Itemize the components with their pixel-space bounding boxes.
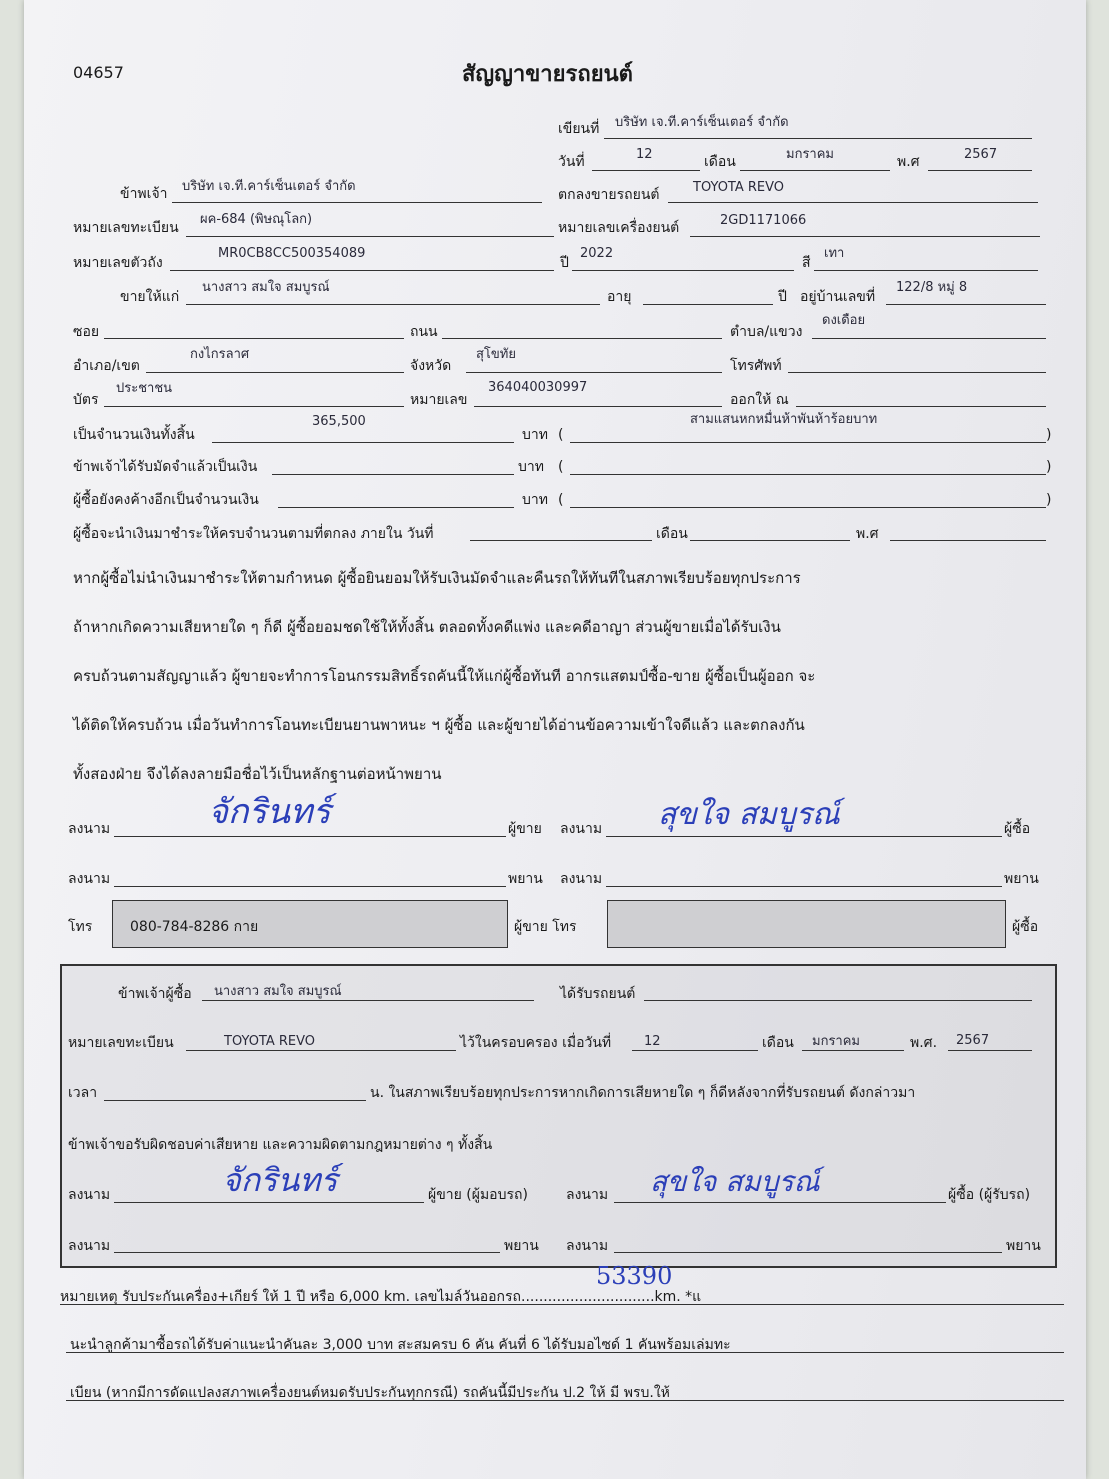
- due-year-label: พ.ศ: [856, 526, 879, 542]
- sign-label-witness-1: ลงนาม: [68, 871, 111, 887]
- phone-label: โทร: [68, 919, 93, 935]
- terms-line-4: ได้ติดให้ครบถ้วน เมื่อวันทำการโอนทะเบียนยานพาหนะ ฯ ผู้ซื้อ และผู้ขายได้อ่านข้อความเข้าใจดีแล้ว และตกลงกัน: [73, 716, 805, 734]
- sign-label-seller: ลงนาม: [68, 821, 111, 837]
- notes-line-1: หมายเหตุ รับประกันเครื่อง+เกียร์ ให้ 1 ปี หรือ 6,000 km. เลขไมล์วันออกรถ..............................km. *แ: [60, 1289, 702, 1305]
- total-words-value: สามแสนหกหมื่นห้าพันห้าร้อยบาท: [690, 412, 878, 427]
- written-at-label: เขียนที่: [558, 121, 600, 137]
- vehicle-receipt-box: [60, 964, 1057, 1268]
- total-line: [212, 442, 514, 443]
- model-value: TOYOTA REVO: [693, 180, 785, 195]
- engine-value: 2GD1171066: [720, 213, 807, 228]
- day-value: 12: [636, 147, 653, 162]
- age-line: [643, 304, 773, 305]
- seller-deliver-label: ผู้ขาย (ผู้มอบรถ): [428, 1187, 528, 1203]
- province-value: สุโขทัย: [476, 347, 516, 362]
- vehicle-year-line: [572, 270, 794, 271]
- vehicle-year-value: 2022: [580, 246, 614, 261]
- buyer-name-line: [186, 304, 600, 305]
- month-label: เดือน: [704, 154, 736, 170]
- district-label: อำเภอ/เขต: [73, 358, 140, 374]
- remain-line: [278, 507, 514, 508]
- chassis-label: หมายเลขตัวถัง: [73, 255, 163, 271]
- receipt-sign-label-witness-1: ลงนาม: [68, 1238, 111, 1254]
- buyer-receive-label: ผู้ซื้อ (ผู้รับรถ): [948, 1187, 1031, 1203]
- buyer-phone-role-label: ผู้ซื้อ: [1012, 919, 1039, 935]
- receipt-month-value: มกราคม: [812, 1034, 860, 1049]
- total-baht-label: บาท: [522, 427, 548, 443]
- due-month-line: [690, 540, 850, 541]
- buyer-role-label: ผู้ซื้อ: [1004, 821, 1031, 837]
- day-line: [592, 170, 700, 171]
- terms-line-2: ถ้าหากเกิดความเสียหายใด ๆ ก็ดี ผู้ซื้อยอมชดใช้ให้ทั้งสิ้น ตลอดทั้งคดีแพ่ง และคดีอาญา ส่วนผู้ขายเมื่อได้รับเงิน: [73, 618, 781, 636]
- house-value: 122/8 หมู่ 8: [896, 280, 968, 295]
- phone-label: โทรศัพท์: [730, 358, 782, 374]
- road-line: [442, 338, 722, 339]
- receipt-witness-1-line: [114, 1252, 500, 1253]
- district-line: [146, 372, 404, 373]
- sold-to-label: ขายให้แก่: [120, 289, 180, 305]
- receipt-month-line: [802, 1050, 904, 1051]
- sign-label-witness-2: ลงนาม: [560, 871, 603, 887]
- card-number-label: หมายเลข: [410, 392, 468, 408]
- receipt-buyer-signature: สุขใจ สมบูรณ์: [650, 1165, 820, 1198]
- engine-label: หมายเลขเครื่องยนต์: [558, 220, 680, 236]
- notes-line-2: นะนำลูกค้ามาซื้อรถได้รับค่าแนะนำคันละ 3,000 บาท สะสมครบ 6 คัน คันที่ 6 ได้รับมอไซด์ 1 คันพร้อมเล่มทะ: [70, 1337, 731, 1353]
- doc-number: 04657: [73, 63, 124, 82]
- liability-text: ข้าพเจ้าขอรับผิดชอบค่าเสียหาย และความผิดตามกฎหมายต่าง ๆ ทั้งสิ้น: [68, 1137, 493, 1153]
- vehicle-year-label: ปี: [560, 255, 569, 271]
- road-label: ถนน: [410, 324, 438, 340]
- receipt-day-value: 12: [644, 1034, 661, 1049]
- receipt-witness-2-line: [614, 1252, 1002, 1253]
- receipt-plate-line: [186, 1050, 456, 1051]
- receipt-plate-label: หมายเลขทะเบียน: [68, 1035, 174, 1051]
- total-value: 365,500: [312, 414, 366, 429]
- notes-underline-1: [60, 1304, 1064, 1305]
- plate-line: [186, 236, 554, 237]
- soi-label: ซอย: [73, 324, 100, 340]
- receipt-seller-signature: จักรินทร์: [222, 1161, 338, 1199]
- remain-baht-label: บาท: [522, 492, 548, 508]
- plate-value: ผค-684 (พิษณุโลก): [200, 212, 313, 227]
- seller-role-label: ผู้ขาย: [508, 821, 542, 837]
- terms-line-1: หากผู้ซื้อไม่นำเงินมาชำระให้ตามกำหนด ผู้ซื้อยินยอมให้รับเงินมัดจำและคืนรถให้ทันทีในสภาพเรียบร้อยทุกประการ: [73, 569, 801, 587]
- buyer-phone-box: [607, 900, 1006, 948]
- witness-2-label: พยาน: [1004, 871, 1039, 887]
- notes-underline-3: [66, 1400, 1064, 1401]
- buyer-signature: สุขใจ สมบูรณ์: [658, 797, 840, 832]
- written-at-value: บริษัท เจ.ที.คาร์เซ็นเตอร์ จำกัด: [615, 115, 789, 130]
- witness-1-line: [114, 886, 506, 887]
- time-label: เวลา: [68, 1085, 98, 1101]
- terms-line-5: ทั้งสองฝ่าย จึงได้ลงลายมือชื่อไว้เป็นหลักฐานต่อหน้าพยาน: [73, 765, 442, 783]
- receipt-year-value: 2567: [956, 1033, 990, 1048]
- total-label: เป็นจำนวนเงินทั้งสิ้น: [73, 427, 195, 443]
- witness-2-line: [606, 886, 1002, 887]
- due-month-label: เดือน: [656, 526, 688, 542]
- subdistrict-value: ดงเดือย: [822, 313, 866, 328]
- card-number-value: 364040030997: [488, 380, 588, 395]
- sign-label-buyer: ลงนาม: [560, 821, 603, 837]
- deposit-baht-label: บาท: [518, 459, 544, 475]
- remain-label: ผู้ซื้อยังคงค้างอีกเป็นจำนวนเงิน: [73, 492, 259, 508]
- month-line: [740, 170, 890, 171]
- model-line: [668, 202, 1038, 203]
- color-value: เทา: [824, 246, 845, 261]
- agree-label: ตกลงขายรถยนต์: [558, 187, 660, 203]
- total-words-line: [570, 442, 1046, 443]
- card-type-line: [104, 406, 404, 407]
- engine-line: [690, 236, 1040, 237]
- subdistrict-line: [812, 338, 1046, 339]
- terms-line-3: ครบถ้วนตามสัญญาแล้ว ผู้ขายจะทำการโอนกรรมสิทธิ์รถคันนี้ให้แก่ผู้ซื้อทันที อากรแสตมป์ซื้อ-ขาย ผู้ซื้อเป็นผู้ออก จะ: [73, 667, 816, 685]
- receipt-sign-label-seller: ลงนาม: [68, 1187, 111, 1203]
- receipt-buyer-value: นางสาว สมใจ สมบูรณ์: [214, 984, 342, 999]
- province-label: จังหวัด: [410, 358, 452, 374]
- received-label: ได้รับรถยนต์: [560, 986, 636, 1002]
- receipt-witness-2-label: พยาน: [1006, 1238, 1041, 1254]
- issued-label: ออกให้ ณ: [730, 392, 789, 408]
- age-label: อายุ: [607, 289, 632, 305]
- receipt-plate-value: TOYOTA REVO: [224, 1034, 316, 1049]
- year-line: [928, 170, 1032, 171]
- due-label: ผู้ซื้อจะนำเงินมาชำระให้ครบจำนวนตามที่ตกลง ภายใน วันที่: [73, 526, 434, 542]
- buyer-sign-line: [606, 836, 1002, 837]
- due-day-line: [470, 540, 652, 541]
- seller-line: [172, 202, 542, 203]
- remain-words-line: [570, 507, 1046, 508]
- buyer-phone-line: [788, 372, 1046, 373]
- color-label: สี: [802, 255, 811, 271]
- seller-label: ข้าพเจ้า: [120, 186, 168, 202]
- buyer-name-value: นางสาว สมใจ สมบูรณ์: [202, 280, 330, 295]
- received-line: [644, 1000, 1032, 1001]
- receipt-buyer-line: [202, 1000, 534, 1001]
- year-label: พ.ศ: [897, 154, 920, 170]
- receipt-sign-label-buyer: ลงนาม: [566, 1187, 609, 1203]
- seller-value: บริษัท เจ.ที.คาร์เซ็นเตอร์ จำกัด: [182, 179, 356, 194]
- seller-phone-label: ผู้ขาย โทร: [514, 919, 577, 935]
- month-value: มกราคม: [786, 147, 834, 162]
- plate-label: หมายเลขทะเบียน: [73, 220, 179, 236]
- seller-sign-line: [114, 836, 506, 837]
- chassis-line: [170, 270, 554, 271]
- date-label: วันที่: [558, 154, 585, 170]
- province-line: [466, 372, 722, 373]
- deposit-line: [272, 474, 514, 475]
- seller-signature: จักรินทร์: [208, 792, 331, 832]
- receipt-month-label: เดือน: [762, 1035, 794, 1051]
- condition-text: น. ในสภาพเรียบร้อยทุกประการหากเกิดการเสียหายใด ๆ ก็ดีหลังจากที่รับรถยนต์ ดังกล่าวมา: [370, 1085, 916, 1101]
- mileage-value: 53390: [596, 1262, 673, 1290]
- receipt-seller-sign-line: [114, 1202, 424, 1203]
- house-label: อยู่บ้านเลขที่: [800, 289, 876, 305]
- receipt-sign-label-witness-2: ลงนาม: [566, 1238, 609, 1254]
- district-value: กงไกรลาศ: [190, 347, 250, 362]
- witness-1-label: พยาน: [508, 871, 543, 887]
- receipt-witness-1-label: พยาน: [504, 1238, 539, 1254]
- card-number-line: [474, 406, 722, 407]
- notes-underline-2: [66, 1352, 1064, 1353]
- deposit-label: ข้าพเจ้าได้รับมัดจำแล้วเป็นเงิน: [73, 459, 258, 475]
- written-at-line: [604, 138, 1032, 139]
- subdistrict-label: ตำบล/แขวง: [730, 324, 803, 340]
- receipt-day-line: [632, 1050, 758, 1051]
- age-years-label: ปี: [778, 289, 787, 305]
- house-line: [886, 304, 1046, 305]
- receipt-buyer-sign-line: [614, 1202, 946, 1203]
- due-year-line: [890, 540, 1046, 541]
- possession-label: ไว้ในครอบครอง เมื่อวันที่: [460, 1035, 612, 1051]
- card-label: บัตร: [73, 392, 99, 408]
- receipt-buyer-label: ข้าพเจ้าผู้ซื้อ: [118, 986, 192, 1002]
- notes-line-3: เบียน (หากมีการดัดแปลงสภาพเครื่องยนต์หมดรับประกันทุกกรณี) รถคันนี้มีประกัน ป.2 ให้ มี พรบ.ให้: [70, 1385, 670, 1401]
- issued-line: [796, 406, 1046, 407]
- year-value: 2567: [964, 147, 998, 162]
- soi-line: [104, 338, 404, 339]
- time-line: [104, 1100, 366, 1101]
- deposit-words-line: [570, 474, 1046, 475]
- receipt-year-line: [948, 1050, 1032, 1051]
- document-title: สัญญาขายรถยนต์: [462, 62, 633, 87]
- seller-phone-value: 080-784-8286 กาย: [130, 919, 259, 935]
- card-type-value: ประชาชน: [116, 381, 173, 396]
- chassis-value: MR0CB8CC500354089: [218, 246, 366, 261]
- receipt-year-label: พ.ศ.: [910, 1035, 938, 1051]
- color-line: [814, 270, 1038, 271]
